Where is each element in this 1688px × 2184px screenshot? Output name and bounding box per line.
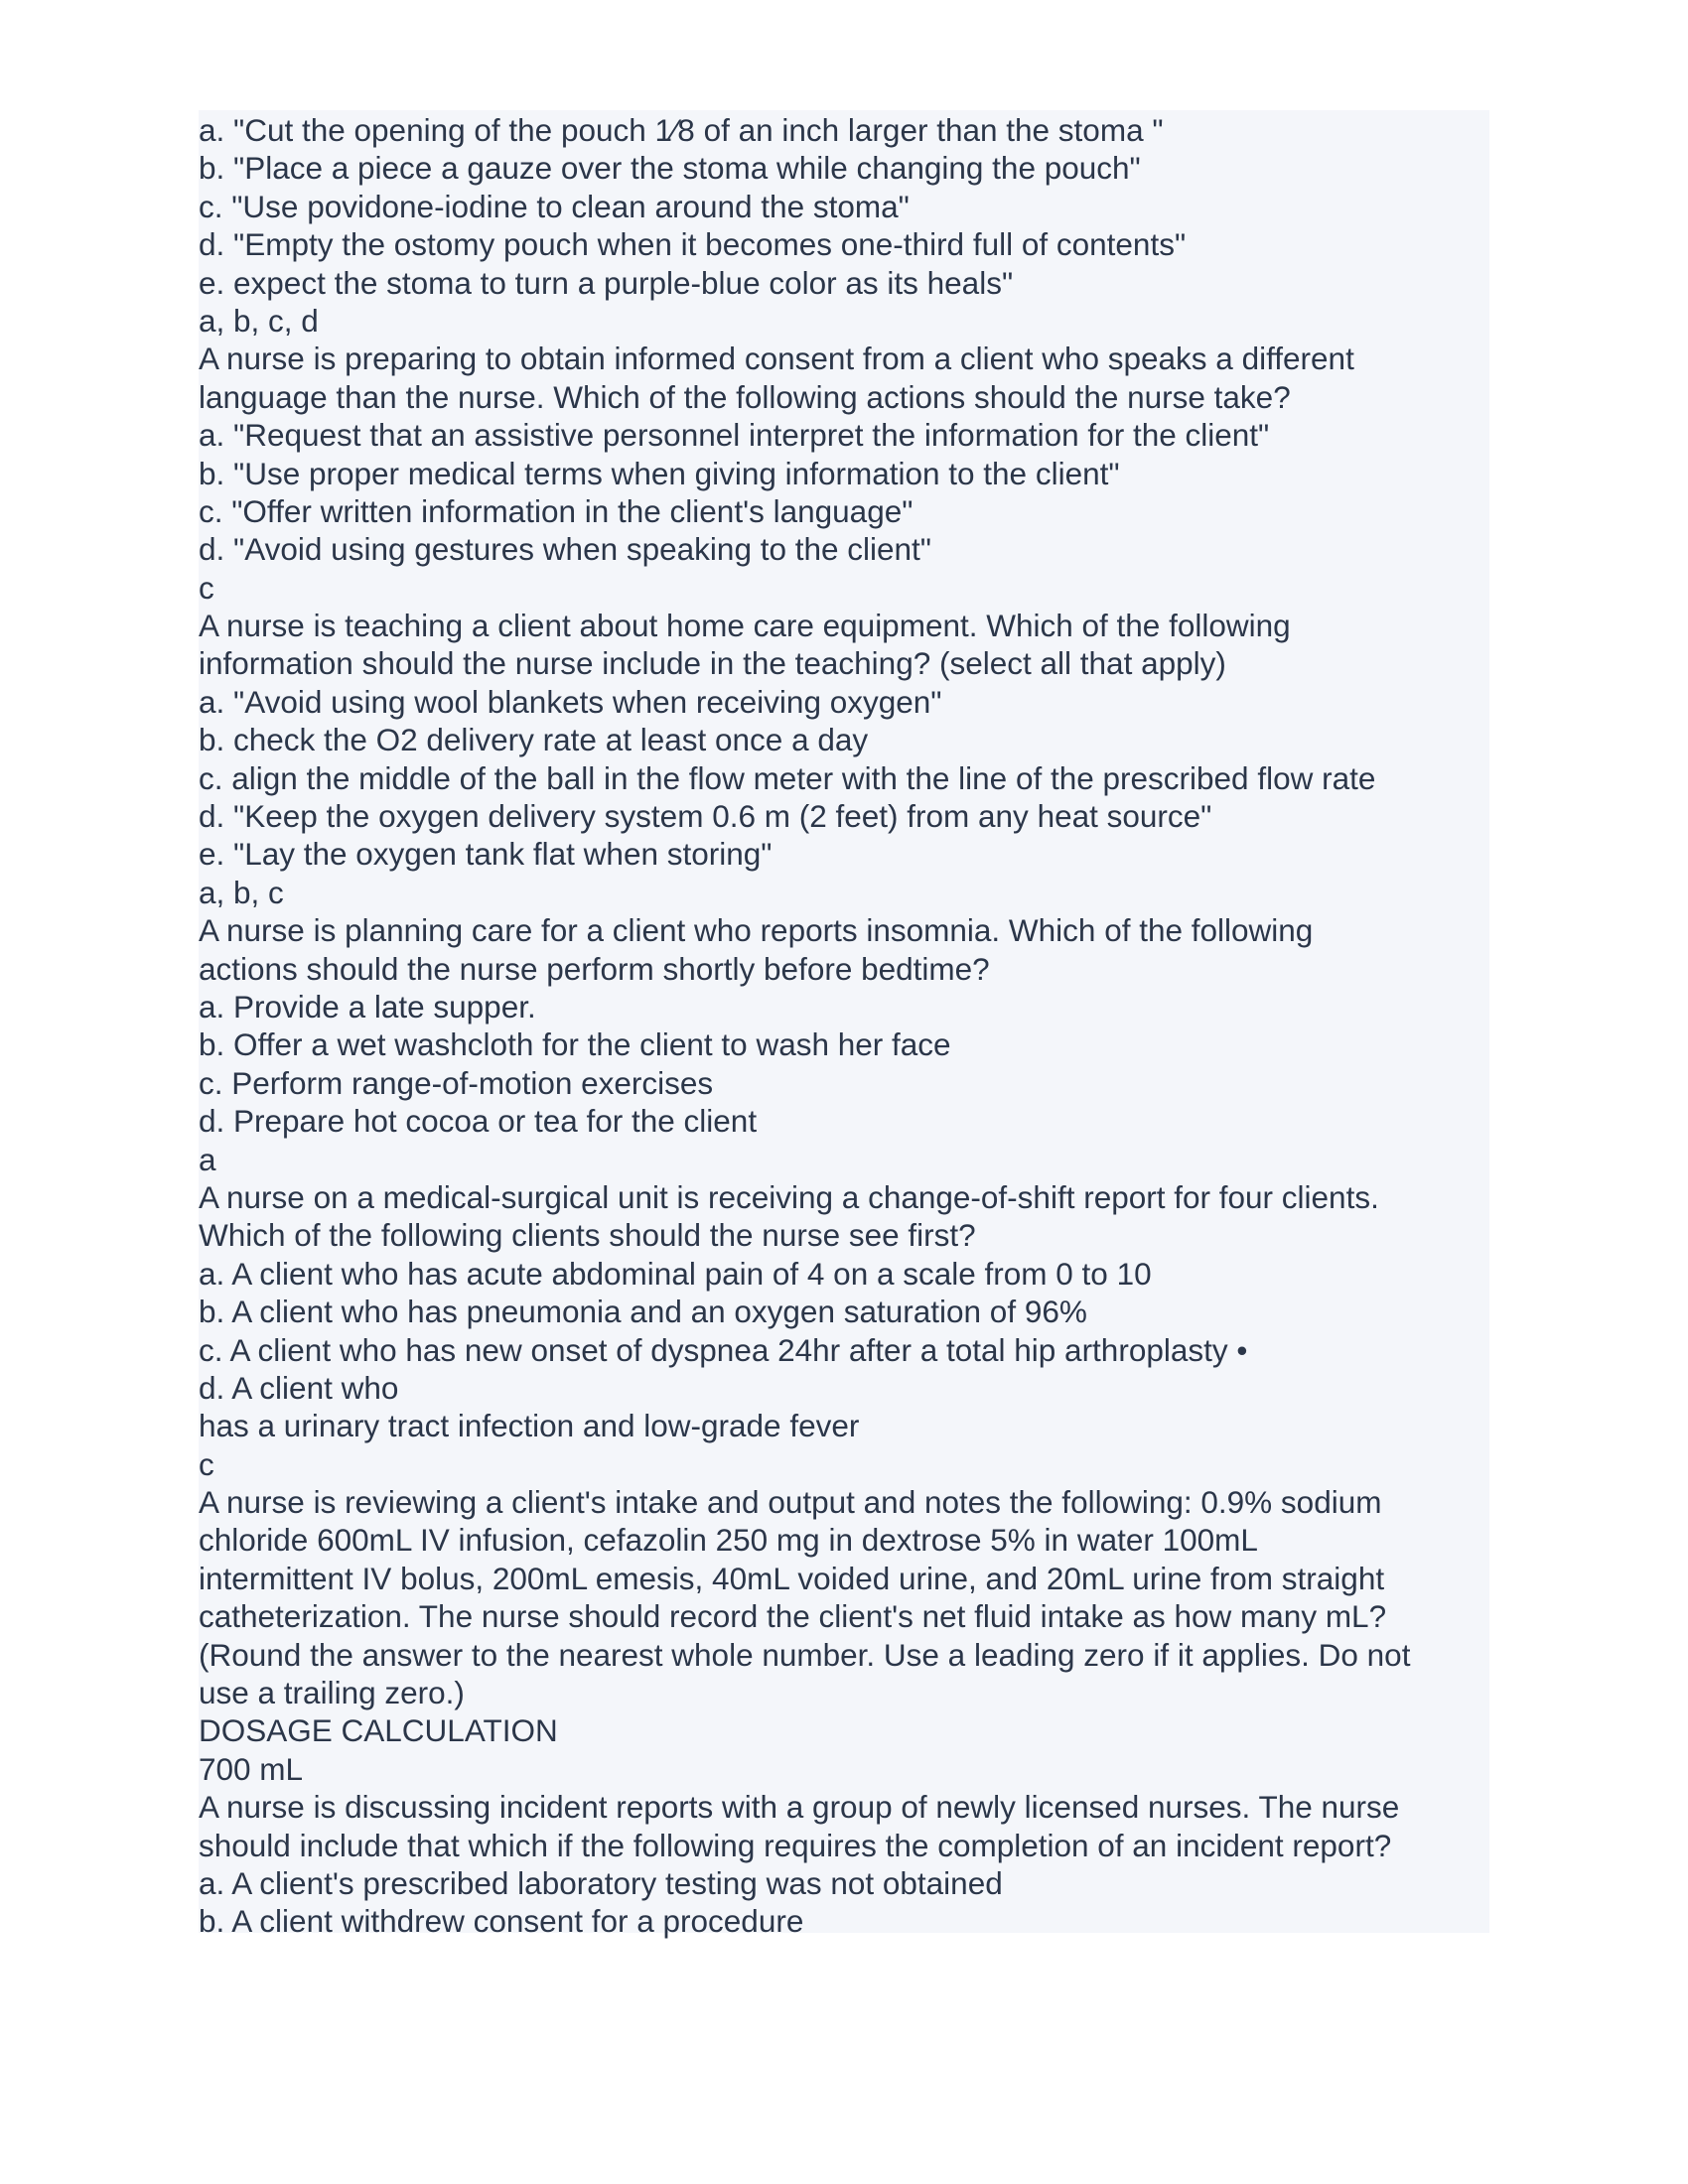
text-line: A nurse is planning care for a client who reports insomnia. Which of the following: [199, 912, 1314, 949]
text-line: a. Provide a late supper.: [199, 988, 536, 1024]
text-line: a: [199, 1141, 216, 1177]
text-line: 700 mL: [199, 1750, 304, 1787]
text-line: b. A client withdrew consent for a procedure: [199, 1903, 804, 1940]
text-line: A nurse is teaching a client about home care equipment. Which of the following: [199, 608, 1291, 644]
text-line: d. "Empty the ostomy pouch when it becomes one-third full of contents": [199, 226, 1187, 263]
text-line: b. Offer a wet washcloth for the client to wash her face: [199, 1026, 951, 1063]
text-line: A nurse is reviewing a client's intake and output and notes the following: 0.9% sodium: [199, 1484, 1382, 1521]
text-line: c. "Offer written information in the client's language": [199, 492, 914, 529]
text-line: A nurse on a medical-surgical unit is receiving a change-of-shift report for four clients.: [199, 1178, 1379, 1215]
text-line: use a trailing zero.): [199, 1675, 465, 1711]
text-line: A nurse is discussing incident reports with a group of newly licensed nurses. The nurse: [199, 1789, 1400, 1826]
text-line: a, b, c: [199, 874, 284, 910]
text-line: c. align the middle of the ball in the flow meter with the line of the prescribed flow rate: [199, 759, 1376, 796]
text-line: c. Perform range-of-motion exercises: [199, 1064, 714, 1101]
text-line: DOSAGE CALCULATION: [199, 1712, 558, 1749]
text-line: c. "Use povidone-iodine to clean around the stoma": [199, 188, 910, 224]
text-line: c: [199, 569, 214, 606]
text-line: b. "Use proper medical terms when giving information to the client": [199, 455, 1120, 491]
text-line: should include that which if the following requires the completion of an incident report?: [199, 1827, 1392, 1863]
text-line: chloride 600mL IV infusion, cefazolin 250 mg in dextrose 5% in water 100mL: [199, 1522, 1258, 1559]
text-line: b. check the O2 delivery rate at least once a day: [199, 722, 869, 758]
text-line: d. "Avoid using gestures when speaking to the client": [199, 531, 931, 568]
text-line: d. A client who: [199, 1369, 399, 1406]
text-line: b. "Place a piece a gauze over the stoma while changing the pouch": [199, 150, 1141, 187]
text-line: a. A client's prescribed laboratory testing was not obtained: [199, 1864, 1003, 1901]
text-lines: [199, 111, 1489, 1941]
text-line: a. "Cut the opening of the pouch 1⁄8 of an inch larger than the stoma ": [199, 112, 1164, 148]
text-line: has a urinary tract infection and low-grade fever: [199, 1408, 860, 1444]
text-content-block: [199, 110, 1489, 1940]
text-line: intermittent IV bolus, 200mL emesis, 40mL voided urine, and 20mL urine from straight: [199, 1560, 1385, 1596]
text-line: a. "Request that an assistive personnel interpret the information for the client": [199, 417, 1270, 454]
text-line: e. expect the stoma to turn a purple-blue color as its heals": [199, 264, 1014, 301]
text-line: d. "Keep the oxygen delivery system 0.6 m (2 feet) from any heat source": [199, 798, 1212, 835]
text-line: language than the nurse. Which of the following actions should the nurse take?: [199, 378, 1291, 415]
text-line: A nurse is preparing to obtain informed consent from a client who speaks a different: [199, 341, 1354, 377]
text-line: (Round the answer to the nearest whole number. Use a leading zero if it applies. Do not: [199, 1636, 1411, 1673]
text-line: information should the nurse include in the teaching? (select all that apply): [199, 645, 1226, 682]
text-line: a. A client who has acute abdominal pain of 4 on a scale from 0 to 10: [199, 1255, 1152, 1292]
text-line: actions should the nurse perform shortly before bedtime?: [199, 950, 990, 987]
text-line: Which of the following clients should the nurse see first?: [199, 1217, 976, 1254]
text-line: a, b, c, d: [199, 302, 319, 339]
text-line: b. A client who has pneumonia and an oxygen saturation of 96%: [199, 1294, 1087, 1330]
text-line: d. Prepare hot cocoa or tea for the client: [199, 1103, 758, 1140]
text-line: c. A client who has new onset of dyspnea 24hr after a total hip arthroplasty •: [199, 1331, 1248, 1368]
text-line: a. "Avoid using wool blankets when receiving oxygen": [199, 683, 942, 720]
text-line: catheterization. The nurse should record the client's net fluid intake as how many mL?: [199, 1598, 1387, 1635]
text-line: e. "Lay the oxygen tank flat when storing": [199, 836, 773, 873]
text-line: c: [199, 1445, 214, 1482]
